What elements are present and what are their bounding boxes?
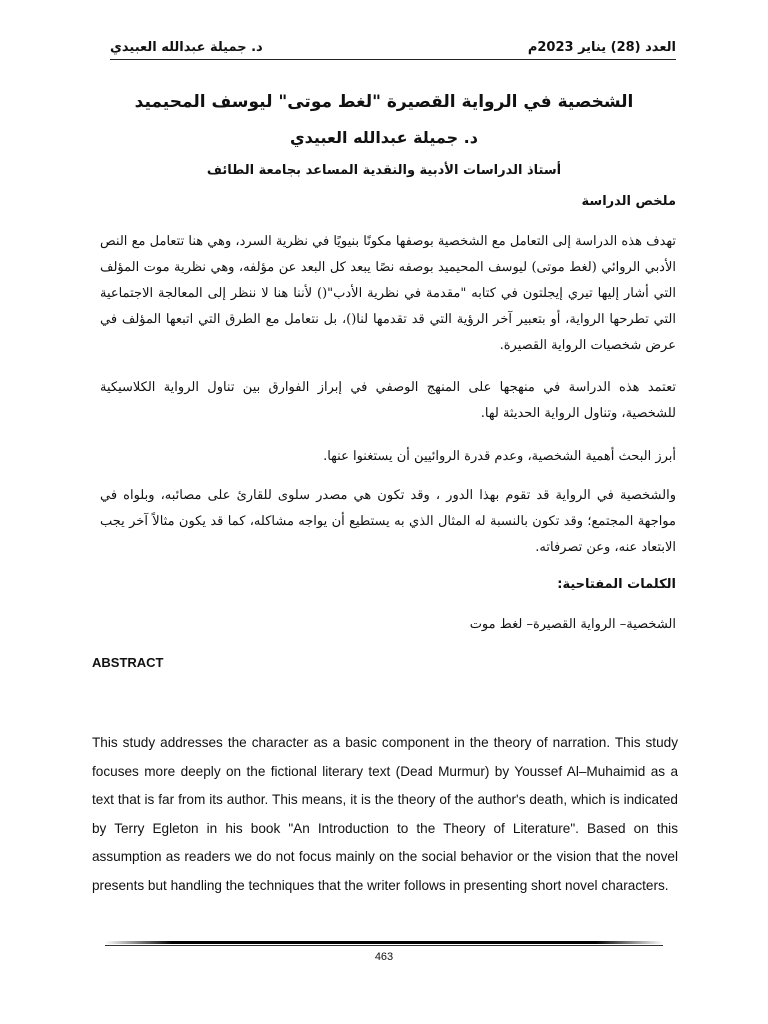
summary-paragraph: تعتمد هذه الدراسة في منهجها على المنهج الوصفي في إبراز الفوارق بين تناول الرواية الكلاسيكية للشخصية، وتناول الرواية الحديثة لها. (100, 380, 676, 421)
footer-rule (105, 941, 663, 944)
keywords-heading: الكلمات المفتاحية: (557, 577, 676, 592)
article-title: الشخصية في الرواية القصيرة "لغط موتى" ليوسف المحيميد (134, 92, 634, 112)
abstract-body: This study addresses the character as a basic component in the theory of narration. This study focuses more deeply on the fictional literary text (Dead Murmur) by Youssef Al–Muhaimid as a text that is far from its author. This means, it is the theory of the author's death, which is indicated by Terry Egleton in his book "An Introduction to the Theory of Literature". Based on this assumption as readers we do not focus mainly on the social behavior or the vision that the novel presents but handling the techniques that the writer follows in presenting short novel characters. (92, 735, 678, 893)
summary-paragraph: أبرز البحث أهمية الشخصية، وعدم قدرة الروائيين أن يستغنوا عنها. (323, 449, 676, 464)
header-author: د. جميلة عبدالله العبيدي (110, 40, 263, 55)
abstract-heading: ABSTRACT (92, 655, 164, 670)
issue-label: العدد (28) يناير 2023م (527, 40, 676, 55)
summary-paragraph: والشخصية في الرواية قد تقوم بهذا الدور ، وقد تكون هي مصدر سلوى للقارئ على مصائبه، وبلواه في مواجهة المجتمع؛ وقد تكون بالنسبة له المثال الذي به يستطيع أن يواجه مشاكله، كما قد يكون مثالاً آخر يجب الابتعاد عنه، وعن تصرفاته. (100, 488, 676, 555)
footer-rule-thin (105, 945, 663, 946)
keywords-text: الشخصية– الرواية القصيرة– لغط موت (469, 617, 676, 632)
page-number: 463 (374, 951, 394, 963)
summary-paragraph: تهدف هذه الدراسة إلى التعامل مع الشخصية بوصفها مكونًا بنيويًا في نظرية السرد، وهي هنا تتعامل مع النص الأدبي الروائي (لغط موتى) ليوسف المحيميد بوصفه نصًا يبعد كل البعد عن مؤلفه، وهي نظرية موت المؤلف التي أشار إليها تيري إيجلتون في كتابه "مقدمة في نظرية الأدب"() لأننا هنا لا ننظر إلى المعالجة الاجتماعية التي تطرحها الرواية، أو بتعبير آخر الرؤية التي قد تقدمها لنا()، بل نتعامل مع الطرق التي اتبعها المؤلف في عرض شخصيات الرواية القصيرة. (100, 234, 676, 353)
author-affiliation: أستاذ الدراسات الأدبية والنقدية المساعد بجامعة الطائف (206, 163, 562, 178)
running-header (110, 40, 676, 60)
article-author: د. جميلة عبدالله العبيدي (290, 128, 478, 147)
summary-heading: ملخص الدراسة (581, 194, 676, 209)
